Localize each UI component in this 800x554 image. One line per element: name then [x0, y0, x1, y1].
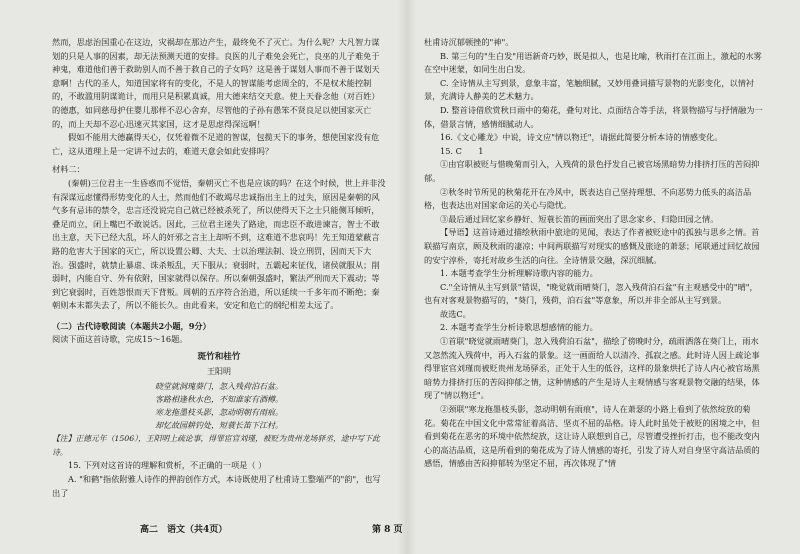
explanation-line: 故选C。 [440, 308, 471, 319]
passage-paragraph: 假如不能用大德赢得天心，仅凭着微不足道的智谋，包揽天下的事务，想使国家没有危亡，这从道理上是一定讲不过去的，难道天意会如此安排吗？ [52, 132, 380, 156]
answer-point: ②秋冬时节所见的秋菊花开在冷风中，既表达自己坚持理想、不向恶势力低头的高洁品格，也表达出对国家命运的关心与隐忧。 [424, 186, 752, 211]
answer-point: ①由官职被贬与惜晚菊而引入，入残荷的景色抒发自己被官场黑暗势力排挤打压的苦闷抑郁。 [424, 159, 760, 183]
answer-point: ③最后通过回忆家乡静好、短蓑长笛的画面突出了思念家乡、归隐田园之情。 [440, 213, 719, 224]
question-15-option-b: B. 第三句的"生白发"用语新奇巧妙，既是拟人，也是比喻，秋雨打在江面上，激起的水雾在空中迷蒙，如同生出白发。 [424, 50, 762, 75]
explanation-line: 1. 本题考查学生分析理解诗歌内容的能力。 [440, 268, 598, 279]
question-16: 16.《文心雕龙》中说，诗文应"情以物迁"，请据此简要分析本诗的情感变化。 [440, 132, 723, 143]
explanation-line: ①首联"晓觉就雨晴葵门，忽入残荷泊石盆"，描绘了傍晚时分，疏雨洒落在葵门上，雨水又忽然流入残荷中，再入石盆的景象。这一画面给人以清冷、孤寂之感。此时诗人因上疏论事得罪宦官刘瑾而被贬贵州龙场驿丞，正处于人生的低谷，这样的景象烘托了诗人内心被官场黑暗势力排挤打压的苦闷抑郁之情，这种情感的产生是诗人主观情感与客观景物交融的结果，体现了"情以物迁"。 [424, 336, 760, 401]
question-15-option-a: A. "和鹤"指依附雅人诗作的押韵创作方式，本诗既使用了杜甫诗工整端严的"韵"，也写出了 [52, 474, 381, 498]
guide-paragraph: 【导语】这首诗通过描绘秋雨中旅途的见闻，表达了作者被贬途中的孤独与思乡之情。首联描写南京，顾及秋雨的凄凉；中间两联描写对现实的感慨及旅途的萧瑟；尾联通过回忆故园的安宁淳朴，寄托对故乡生活的向往。全诗情景交融，深沉细腻。 [424, 227, 760, 265]
question-15-option-d: D. 整首诗借欣赏秋日雨中的菊花，叠句对比、点面结合等手法，将景物描写与抒情融为一体，借景言情，感情细腻动人。 [424, 104, 763, 129]
option-continuation: 杜甫诗沉郁顿挫的"神"。 [424, 37, 514, 47]
poem-title: 斑竹和桂竹 [197, 352, 241, 363]
instruction: 阅读下面这首诗歌，完成15～16题。 [52, 334, 188, 345]
explanation-line: 2. 本题考查学生分析诗歌思想感情的能力。 [440, 322, 598, 333]
answer-15: 15. C 1 [440, 145, 484, 156]
section-heading: （二）古代诗歌阅读（本题共2小题，9分） [52, 320, 211, 331]
page-spine [398, 0, 416, 554]
poem-line: 晓堂就洞瑰葵门，忽入残荷泊石盆。 [155, 382, 283, 392]
explanation-line: C."全诗情从主写到景"错误，"晚觉就雨晴葵门，忽入残荷泊石盆"有主观感受中的"晴"，也有对客观景物描写的，"葵门，残荷，泊石盆"等意象，所以并非全部从主写到景。 [424, 281, 758, 306]
material-label: 材料二： [52, 164, 85, 175]
passage-paragraph: 然而，思虑治国重心在这边，灾祸却在那边产生，最终免不了灭亡。为什么呢？大凡智力谋划的只是人事的因素，却无法预测天道的安排。良医的儿子难免会死亡，良巫的儿子难免于神鬼，难道他们善于救助别人而不善于救自己的子女吗？这是善于谋划人事而不善于谋划天意啊！古代的圣人，知道国家将有的变化，不是人的智谋能考虑周全的，不是权术能控制的，不敢滥用阴谋诡计，而用只是积累真诚，用大德来结交天意。使上天眷念他（对百姓）的德惠，如同慈母护住婴儿那样不忍心舍弃，尽管他的子孙有愚笨不贤良足以使国家灭亡的，而上天却不忍心迅速灭其家国，这才是思虑得深远啊！ [52, 37, 380, 129]
poem-author: 王阳明 [207, 366, 231, 376]
poem-line: 寒龙拖墨枝头影，忽动明朝有雨痕。 [155, 408, 283, 418]
right-column [424, 36, 764, 471]
footer-page-number: 第 8 页 [372, 525, 403, 535]
footer-subject: 高二 语文（共4页） [140, 525, 228, 535]
explanation-line: ②颈联"寒龙拖墨枝头影，忽动明朝有雨痕"，诗人在萧瑟的小路上看到了依然绽放的菊花。菊花在中国文化中常常征着高洁、坚贞不屈的品格。诗人此时虽处于被贬的困境之中，但看到菊花在恶劣的环境中依然绽放，这让诗人联想到自己，尽管遭受挫折打击，也不能改变内心的高洁品质，这是所看到的菊花成为了诗人情感的寄托，引发了诗人对自身坚守高洁品质的感悟，情感由苦闷抑郁转为坚定不屈，再次体现了"情 [424, 404, 760, 469]
question-15-option-c: C. 全诗情从主写到景，意象丰富，笔触细腻，又妙用叠词描写景物的光影变化，以情衬景，充满诗人静美的艺术魅力。 [424, 77, 755, 102]
question-15: 15. 下列对这首诗的理解和赏析，不正确的一项是（ ） [68, 460, 267, 471]
poem-line: 却忆故园耕钓处，短蓑长笛下江村。 [155, 421, 283, 431]
poem-line: 客路相逢秋水色，不知谁家有酒樽。 [155, 395, 283, 405]
passage-paragraph: (秦朝)三位君主一生昏惑而不觉悟，秦朝灭亡不也是应该的吗？在这个时候，世上并非没有深谋远虑懂得形势变化的人士，然而他们不敢竭尽忠诚指出主上的过失，原因是秦朝的风气多有忌讳的禁令，忠言还没说完自己就已经被杀死了，所以使得天下之士只能侧耳倾听，叠足而立，闭上嘴巴不敢说话。因此，三位君主迷失了路途，而忠臣不敢进谏言，智士不敢出主意，天下已经大乱，坏人的奸邪之言主上却听不到，这难道不悲哀吗！先王知道蒙蔽言路的危害大于国家的灭亡，所以设置公卿、大夫、士以治理法制、设立刑罚，因而天下大治。强盛时，就禁止暴虐、诛杀叛乱，天下服从；衰弱时，五霸起来征伐，诸侯就服从；削弱时，内能自守、外有依附，国家就得以保存。所以秦朝强盛时，繁法严刑而天下震动；等到它衰弱时，百姓怨恨而天下背叛。周朝的五序符合治道，所以延续一千多年而不断绝；秦朝则本末都失去了，所以不能长久。由此看来，安定和危亡的纲纪相差太远了。 [52, 177, 386, 311]
left-column [52, 36, 386, 500]
poem-note: 【注】正德元年（1506），王阳明上疏论事，得罪宦官刘瑾，被贬为贵州龙场驿丞，途中写下此诗。 [52, 434, 380, 457]
